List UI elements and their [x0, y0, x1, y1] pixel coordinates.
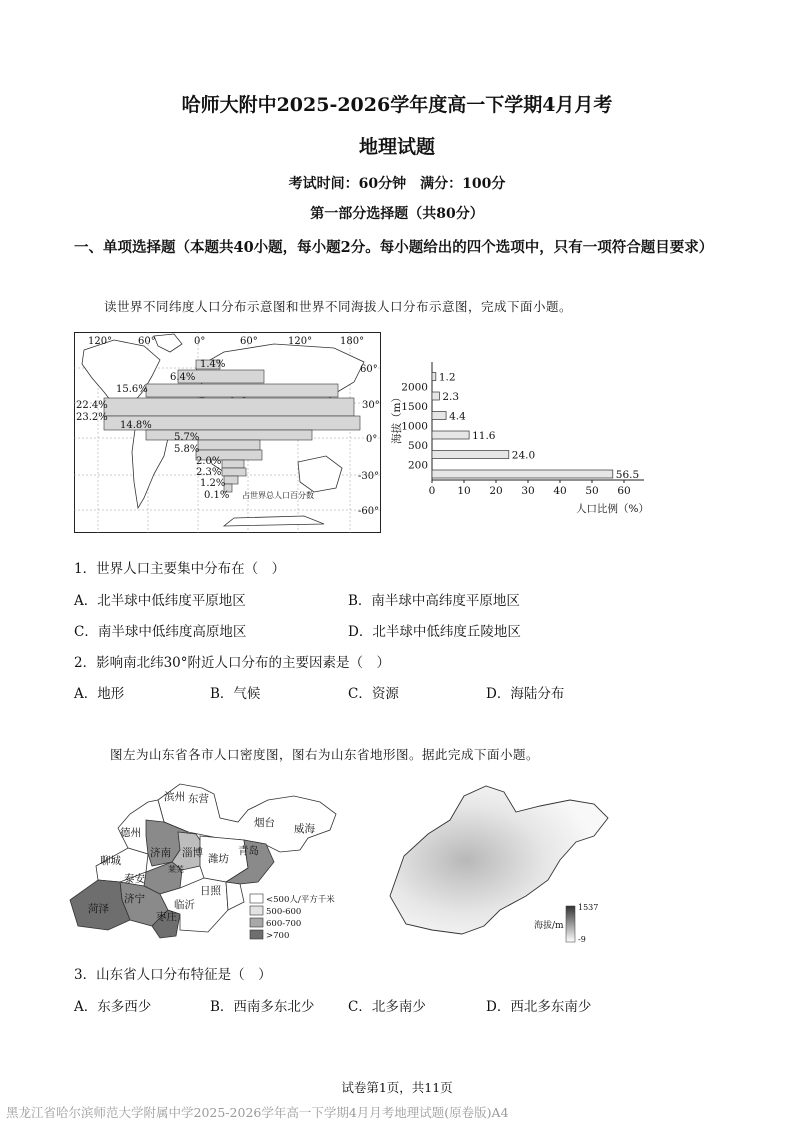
altitude-bar [432, 451, 509, 459]
altitude-bar-value: 56.5 [615, 469, 640, 481]
y-tick-label: 200 [407, 459, 428, 472]
lat-label: -60° [358, 506, 380, 517]
subject-title: 地理试题 [358, 136, 435, 158]
y-tick-label: 1000 [401, 420, 428, 433]
legend-label: <500人/平方千米 [266, 895, 335, 905]
shandong-density-map [68, 770, 368, 946]
group1-intro: 读世界不同纬度人口分布示意图和世界不同海拔人口分布示意图，完成下面小题。 [104, 299, 573, 314]
world-latitude-population-map [74, 332, 382, 534]
city-label: 济宁 [124, 893, 145, 905]
legend-label: 500-600 [266, 907, 302, 917]
city-label: 烟台 [254, 817, 275, 829]
city-label: 临沂 [174, 899, 195, 911]
x-tick-label: 30 [521, 485, 535, 497]
lat-percent-label: 22.4% [76, 400, 108, 411]
lat-label: -30° [358, 471, 380, 482]
question-3-option-a[interactable]: A．东多西少 [74, 999, 152, 1015]
city-label: 德州 [120, 827, 141, 839]
legend-swatch-4 [250, 930, 263, 939]
lat-bar-10 [222, 468, 246, 476]
lat-bar-9 [222, 460, 244, 468]
altitude-bar-value: 11.6 [472, 430, 496, 442]
legend-swatch-3 [250, 918, 263, 927]
question-3-option-d[interactable]: D．西北多东南少 [486, 999, 592, 1015]
city-label: 枣庄 [156, 911, 177, 923]
lat-percent-label: 2.3% [196, 467, 222, 478]
city-label: 潍坊 [208, 853, 229, 865]
city-label: 威海 [294, 823, 315, 835]
x-tick-label: 60 [617, 485, 631, 497]
legend-swatch-2 [250, 906, 263, 915]
altitude-bar-value: 1.2 [438, 371, 456, 384]
question-3-option-b[interactable]: B．西南多东北少 [210, 999, 315, 1015]
exam-title: 哈师大附中2025-2026学年度高一下学期4月月考 [181, 94, 613, 116]
lon-label: 120° [88, 336, 113, 347]
lat-percent-label: 14.8% [120, 420, 152, 431]
city-label: 东营 [188, 793, 209, 805]
lon-label: 0° [194, 336, 206, 347]
question-1-stem: 1．世界人口主要集中分布在（ ） [74, 561, 286, 577]
group2-intro: 图左为山东省各市人口密度图，图右为山东省地形图。据此完成下面小题。 [110, 747, 540, 762]
lon-label: 60° [240, 336, 258, 347]
rizhao-region [226, 882, 244, 910]
altitude-bar [432, 412, 446, 420]
lat-percent-label: 6.4% [170, 372, 196, 383]
x-tick-label: 40 [553, 485, 567, 497]
x-tick-label: 10 [457, 485, 471, 497]
question-3-option-c[interactable]: C．北多南少 [348, 999, 426, 1015]
x-tick-label: 50 [585, 485, 599, 497]
altitude-bar [432, 431, 469, 439]
city-label: 泰安 [124, 873, 145, 885]
city-label: 济南 [150, 847, 171, 859]
city-label: 莱芜 [168, 865, 184, 874]
city-label: 日照 [200, 885, 221, 897]
watermark: 黑龙江省哈尔滨师范大学附属中学2025-2026学年高一下学期4月月考地理试题(原卷版)A4 [6, 1105, 509, 1120]
question-1-option-d[interactable]: D．北半球中低纬度丘陵地区 [348, 624, 521, 640]
map-caption: 占世界总人口百分数 [242, 491, 314, 500]
legend-swatch-1 [250, 894, 263, 903]
lat-label: 60° [360, 364, 378, 375]
shandong-terrain-map [380, 776, 620, 946]
elevation-legend-label: 海拔/m [534, 921, 564, 931]
altitude-bar [432, 470, 613, 478]
question-2-option-c[interactable]: C．资源 [348, 686, 399, 702]
lon-label: 180° [340, 336, 365, 347]
lat-percent-label: 2.0% [196, 456, 222, 467]
lat-percent-label: 0.1% [204, 490, 230, 501]
lat-percent-label: 23.2% [76, 412, 108, 423]
lat-bar-3 [146, 384, 338, 397]
question-2-option-d[interactable]: D．海陆分布 [486, 686, 565, 702]
lon-label: 120° [288, 336, 313, 347]
city-label: 淄博 [182, 847, 203, 859]
altitude-bar-value: 4.4 [449, 410, 466, 423]
question-1-option-c[interactable]: C．南半球中低纬度高原地区 [74, 624, 247, 640]
lat-percent-label: 1.2% [200, 478, 226, 489]
question-1-option-b[interactable]: B．南半球中高纬度平原地区 [348, 593, 520, 609]
lat-bar-4 [104, 398, 354, 416]
lat-percent-label: 1.4% [200, 359, 226, 370]
elevation-legend-bar [566, 906, 575, 942]
altitude-population-chart [388, 362, 654, 520]
question-1-option-a[interactable]: A．北半球中低纬度平原地区 [74, 593, 246, 609]
terrain-outline [390, 786, 608, 934]
y-axis-label: 海拔（m） [391, 392, 403, 444]
x-tick-label: 0 [428, 485, 436, 497]
question-2-stem: 2．影响南北纬30°附近人口分布的主要因素是（ ） [74, 655, 391, 671]
city-label: 滨州 [164, 791, 185, 803]
x-axis-label: 人口比例（%） [576, 503, 649, 515]
lat-bar-6 [146, 430, 312, 440]
legend-label: >700 [266, 931, 290, 941]
lat-label: 30° [362, 400, 380, 411]
lat-bar-7 [198, 440, 260, 450]
elevation-legend-max: 1537 [578, 903, 599, 912]
altitude-bar [432, 373, 436, 381]
lat-label: 0° [366, 434, 378, 445]
lon-label: 60° [138, 336, 156, 347]
lat-percent-label: 15.6% [116, 384, 148, 395]
section-heading: 一、单项选择题（本题共40小题，每小题2分。每小题给出的四个选项中，只有一项符合题目要求） [74, 239, 714, 256]
lat-bar-11 [224, 476, 238, 484]
city-label: 聊城 [100, 855, 121, 867]
part-title: 第一部分选择题（共80分） [310, 206, 484, 222]
page-footer: 试卷第1页，共11页 [341, 1080, 453, 1095]
y-tick-label: 1500 [401, 401, 428, 413]
exam-info: 考试时间：60分钟 满分：100分 [288, 176, 506, 192]
y-tick-label: 2000 [401, 381, 428, 394]
lat-percent-label: 5.7% [174, 432, 200, 443]
altitude-bar-value: 2.3 [442, 391, 460, 403]
question-2-option-b[interactable]: B．气候 [210, 686, 261, 702]
x-tick-label: 20 [489, 485, 503, 497]
question-2-option-a[interactable]: A．地形 [74, 686, 125, 702]
legend-label: 600-700 [266, 919, 302, 929]
altitude-bar-value: 24.0 [511, 449, 536, 462]
lat-percent-label: 5.8% [174, 444, 200, 455]
city-label: 青岛 [238, 845, 259, 857]
city-label: 菏泽 [88, 903, 109, 915]
elevation-legend-min: -9 [578, 935, 586, 944]
question-3-stem: 3．山东省人口分布特征是（ ） [74, 967, 272, 983]
altitude-bar [432, 392, 439, 400]
y-tick-label: 500 [407, 440, 428, 452]
